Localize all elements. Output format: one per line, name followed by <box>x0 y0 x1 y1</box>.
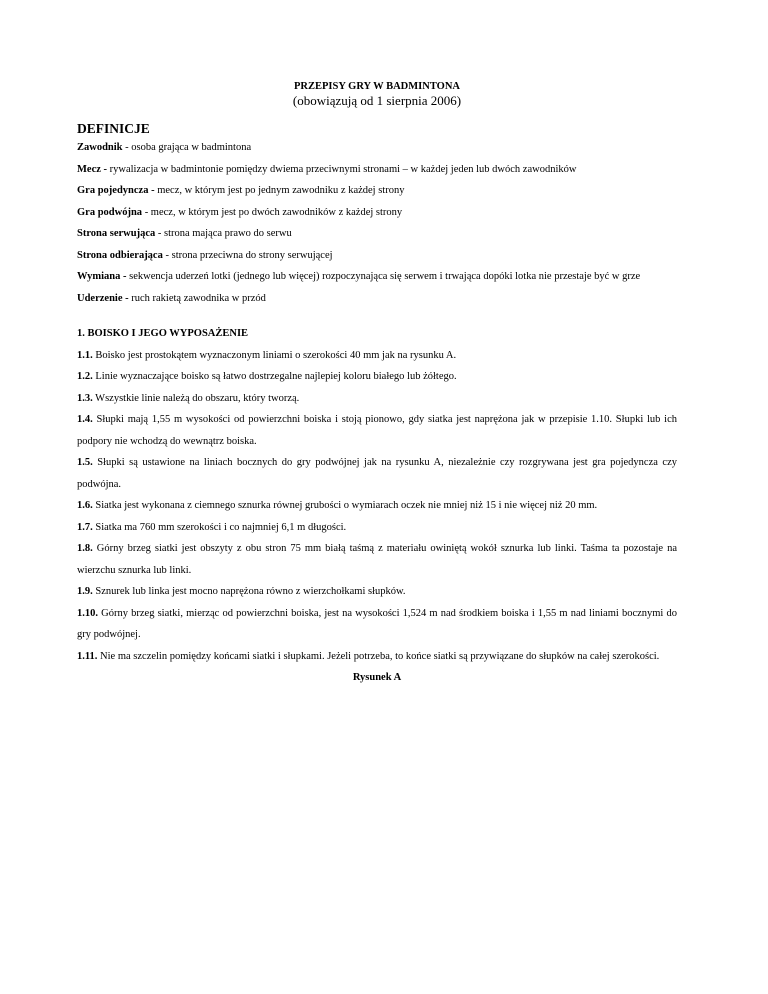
rule-text: Słupki są ustawione na liniach bocznych do gry podwójnej jak na rysunku A, niezależnie czy rozgrywana jest gra pojedyncza czy podwójna. <box>77 457 677 490</box>
definition-item <box>77 266 677 288</box>
definition-text: - osoba grająca w badmintona <box>122 142 252 153</box>
rule-item <box>77 366 677 388</box>
rule-item <box>77 388 677 410</box>
definitions-heading: DEFINICJE <box>77 121 150 136</box>
definition-term: Uderzenie - <box>77 292 129 304</box>
document-title: PRZEPISY GRY W BADMINTONA <box>293 81 460 92</box>
rule-number: 1.4. <box>77 414 93 425</box>
definition-text: ruch rakietą zawodnika w przód <box>128 292 266 304</box>
definition-text: - strona przeciwna do strony serwującej <box>162 249 333 261</box>
rule-text: Słupki mają 1,55 m wysokości od powierzchni boiska i stoją pionowo, gdy siatka jest naprężona jak w przepisie 1.10. Słupki lub ich podpory nie wchodzą do wewnątrz boiska. <box>77 414 677 447</box>
rule-text: Nie ma szczelin pomiędzy końcami siatki i słupkami. Jeżeli potrzeba, to końce siatki są przywiązane do słupków na całej szerokości. <box>97 650 660 662</box>
rule-item <box>77 603 677 646</box>
definition-text: - strona mająca prawo do serwu <box>155 228 292 239</box>
rule-item <box>77 452 677 495</box>
rule-number: 1.1. <box>77 349 93 361</box>
definition-text: sekwencja uderzeń lotki (jednego lub więcej) rozpoczynająca się serwem i trwająca dopóki lotka nie przestaje być w grze <box>126 271 641 282</box>
section-heading: 1. BOISKO I JEGO WYPOSAŻENIE <box>77 328 249 339</box>
definition-term: Strona odbierająca <box>77 249 163 261</box>
rule-number: 1.9. <box>77 586 93 597</box>
rule-item <box>77 495 677 517</box>
document-subtitle: (obowiązują od 1 sierpnia 2006) <box>292 93 462 108</box>
rule-text: Linie wyznaczające boisko są łatwo dostrzegalne najlepiej koloru białego lub żółtego. <box>92 371 457 382</box>
rule-text: Górny brzeg siatki jest obszyty z obu stron 75 mm białą taśmą z materiału owiniętą wokół sznurka lub linki. Taśma ta pozostaje na wierzchu sznurka lub linki. <box>77 543 677 576</box>
definition-term: Gra pojedyncza - <box>77 185 155 196</box>
rule-number: 1.8. <box>77 543 93 554</box>
definition-text: mecz, w którym jest po jednym zawodniku z każdej strony <box>154 185 405 196</box>
rule-number: 1.2. <box>77 371 93 382</box>
rule-text: Siatka ma 760 mm szerokości i co najmniej 6,1 m długości. <box>92 521 347 533</box>
definition-item <box>77 137 677 159</box>
rule-item <box>77 538 677 581</box>
rule-number: 1.6. <box>77 500 93 511</box>
rule-number: 1.5. <box>77 457 93 468</box>
definition-term: Strona serwująca <box>77 228 156 239</box>
definition-term: Wymiana - <box>77 271 127 282</box>
figure-caption: Rysunek A <box>352 672 402 683</box>
rules-list <box>77 345 677 668</box>
rule-item <box>77 646 677 668</box>
definitions-list <box>77 137 677 309</box>
rule-text: Wszystkie linie należą do obszaru, który tworzą. <box>92 392 300 404</box>
definition-item <box>77 180 677 202</box>
definition-text: rywalizacja w badmintonie pomiędzy dwiema przeciwnymi stronami – w każdej jeden lub dwóch zawodników <box>107 163 577 175</box>
rule-number: 1.7. <box>77 521 93 533</box>
rule-number: 1.11. <box>77 650 98 662</box>
definition-term: Mecz - <box>77 163 108 175</box>
rule-text: Sznurek lub linka jest mocno naprężona równo z wierzchołkami słupków. <box>92 586 406 597</box>
definition-item <box>77 245 677 267</box>
rule-text: Boisko jest prostokątem wyznaczonym liniami o szerokości 40 mm jak na rysunku A. <box>92 349 457 361</box>
definition-item <box>77 202 677 224</box>
definition-term: Gra podwójna <box>77 206 143 218</box>
rule-text: Siatka jest wykonana z ciemnego sznurka równej grubości o wymiarach oczek nie mniej niż 15 i nie więcej niż 20 mm. <box>92 500 598 511</box>
rule-item <box>77 409 677 452</box>
rule-number: 1.10. <box>77 607 98 619</box>
rule-number: 1.3. <box>77 392 93 404</box>
definition-item <box>77 288 677 310</box>
rule-item <box>77 345 677 367</box>
definition-item <box>77 223 677 245</box>
definition-item <box>77 159 677 181</box>
definition-term: Zawodnik <box>77 142 123 153</box>
definition-text: - mecz, w którym jest po dwóch zawodników z każdej strony <box>142 206 403 218</box>
rule-text: Górny brzeg siatki, mierząc od powierzchni boiska, jest na wysokości 1,524 m nad środkiem boiska i 1,55 m nad liniami bocznymi do gry podwójnej. <box>77 607 677 640</box>
rule-item <box>77 517 677 539</box>
title-block <box>77 0 677 108</box>
rule-item <box>77 581 677 603</box>
